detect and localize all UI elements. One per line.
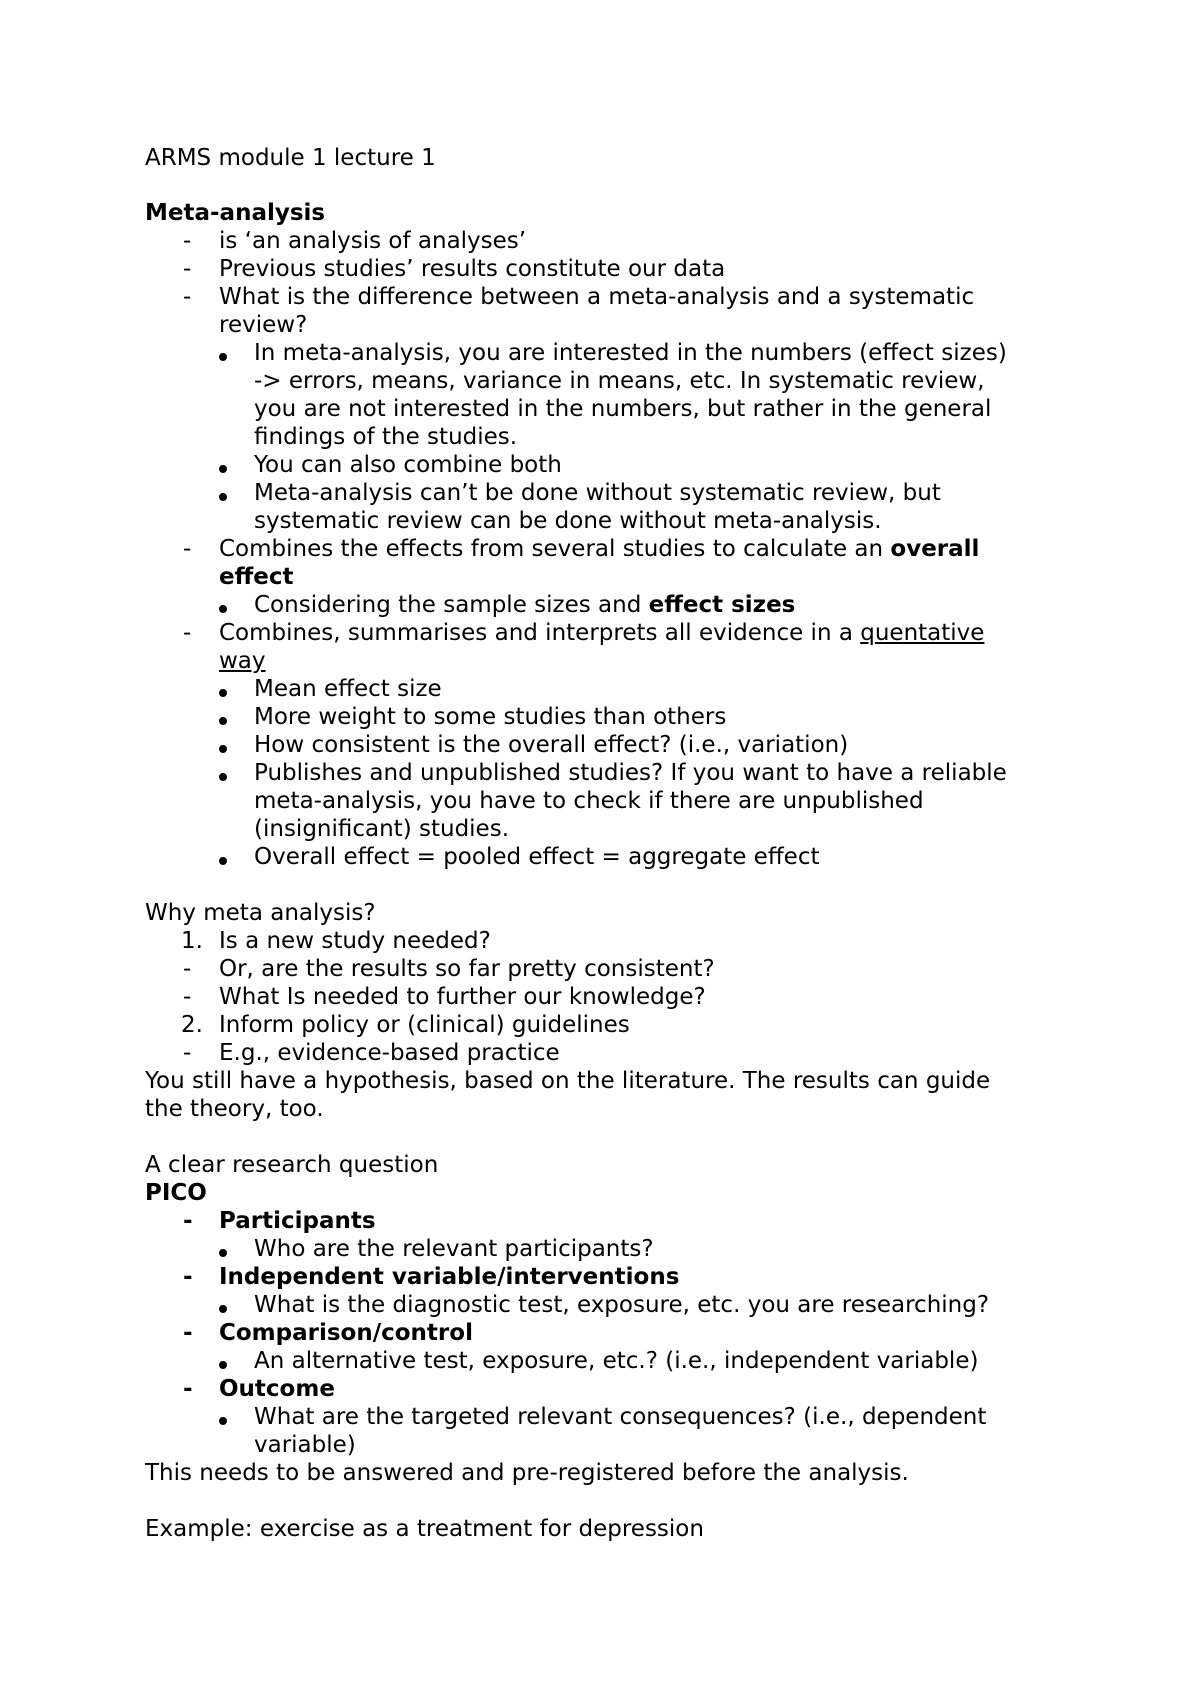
underlined-term-continuation: way — [219, 648, 266, 674]
sub-list-item: More weight to some studies than others — [254, 704, 727, 730]
paragraph: You still have a hypothesis, based on the literature. The results can guide — [145, 1068, 991, 1094]
sub-list-item — [254, 591, 795, 619]
pico-comparison-label: Comparison/control — [219, 1320, 473, 1346]
list-item — [219, 535, 979, 563]
bullet-dot — [219, 745, 227, 753]
sub-list-item: What are the targeted relevant consequences? (i.e., dependent — [254, 1404, 987, 1430]
list-item-continuation: review? — [219, 312, 308, 338]
list-item: E.g., evidence-based practice — [219, 1040, 560, 1066]
dash-marker: - — [183, 1264, 193, 1290]
bullet-dot — [219, 353, 227, 361]
sub-list-item-continuation: findings of the studies. — [254, 424, 518, 450]
number-marker: 1. — [181, 928, 203, 954]
bold-term: overall — [890, 536, 980, 562]
example-line: Example: exercise as a treatment for depression — [145, 1516, 704, 1542]
underlined-term: quentative — [860, 620, 985, 646]
bullet-dot — [219, 1417, 227, 1425]
sub-list-item-continuation: -> errors, means, variance in means, etc. In systematic review, — [254, 368, 985, 394]
bullet-dot — [219, 857, 227, 865]
document-title: ARMS module 1 lecture 1 — [145, 145, 436, 171]
sub-list-item: An alternative test, exposure, etc.? (i.e., independent variable) — [254, 1348, 979, 1374]
sub-list-item: Meta-analysis can’t be done without systematic review, but — [254, 480, 941, 506]
dash-marker: - — [183, 1376, 193, 1402]
list-item: Previous studies’ results constitute our data — [219, 256, 726, 282]
dash-marker: - — [183, 228, 192, 254]
paragraph: This needs to be answered and pre-registered before the analysis. — [145, 1460, 909, 1486]
sub-list-item-continuation: meta-analysis, you have to check if there are unpublished — [254, 788, 924, 814]
meta-analysis-heading: Meta-analysis — [145, 200, 326, 226]
list-item: What is the difference between a meta-analysis and a systematic — [219, 284, 975, 310]
list-item: What Is needed to further our knowledge? — [219, 984, 706, 1010]
sub-list-item: How consistent is the overall effect? (i.e., variation) — [254, 732, 849, 758]
bullet-dot — [219, 689, 227, 697]
bullet-dot — [219, 493, 227, 501]
sub-list-item: You can also combine both — [254, 452, 562, 478]
list-item: Or, are the results so far pretty consistent? — [219, 956, 715, 982]
bold-term: effect sizes — [648, 592, 796, 618]
sub-list-item: Overall effect = pooled effect = aggregate effect — [254, 844, 820, 870]
list-item: Inform policy or (clinical) guidelines — [219, 1012, 630, 1038]
dash-marker: - — [183, 256, 192, 282]
research-question-intro: A clear research question — [145, 1152, 439, 1178]
bullet-dot — [219, 1361, 227, 1369]
pico-heading: PICO — [145, 1180, 207, 1206]
list-item: Is a new study needed? — [219, 928, 491, 954]
dash-marker: - — [183, 1208, 193, 1234]
dash-marker: - — [183, 984, 192, 1010]
why-heading: Why meta analysis? — [145, 900, 376, 926]
sub-list-item: In meta-analysis, you are interested in the numbers (effect sizes) — [254, 340, 1007, 366]
bullet-dot — [219, 773, 227, 781]
paragraph-continuation: the theory, too. — [145, 1096, 324, 1122]
sub-list-item-continuation: you are not interested in the numbers, but rather in the general — [254, 396, 992, 422]
sub-list-item: Mean effect size — [254, 676, 442, 702]
sub-list-item-continuation: (insignificant) studies. — [254, 816, 509, 842]
list-item: is ‘an analysis of analyses’ — [219, 228, 527, 254]
sub-list-item: What is the diagnostic test, exposure, etc. you are researching? — [254, 1292, 990, 1318]
dash-marker: - — [183, 620, 192, 646]
bullet-dot — [219, 717, 227, 725]
bullet-dot — [219, 1249, 227, 1257]
pico-participants-label: Participants — [219, 1208, 376, 1234]
bullet-dot — [219, 605, 227, 613]
dash-marker: - — [183, 536, 192, 562]
bold-term-continuation: effect — [219, 564, 294, 590]
sub-list-item: Who are the relevant participants? — [254, 1236, 654, 1262]
dash-marker: - — [183, 1040, 192, 1066]
dash-marker: - — [183, 956, 192, 982]
sub-list-item: Publishes and unpublished studies? If you want to have a reliable — [254, 760, 1007, 786]
sub-list-item-continuation: systematic review can be done without meta-analysis. — [254, 508, 882, 534]
pico-outcome-label: Outcome — [219, 1376, 335, 1402]
dash-marker: - — [183, 284, 192, 310]
list-item-text: Combines, summarises and interprets all evidence in a — [219, 620, 861, 646]
sub-list-item-continuation: variable) — [254, 1432, 356, 1458]
list-item — [219, 619, 984, 647]
sub-list-item-text: Considering the sample sizes and — [254, 592, 649, 618]
dash-marker: - — [183, 1320, 193, 1346]
bullet-dot — [219, 1305, 227, 1313]
bullet-dot — [219, 465, 227, 473]
number-marker: 2. — [181, 1012, 203, 1038]
list-item-text: Combines the effects from several studies to calculate an — [219, 536, 891, 562]
pico-intervention-label: Independent variable/interventions — [219, 1264, 680, 1290]
